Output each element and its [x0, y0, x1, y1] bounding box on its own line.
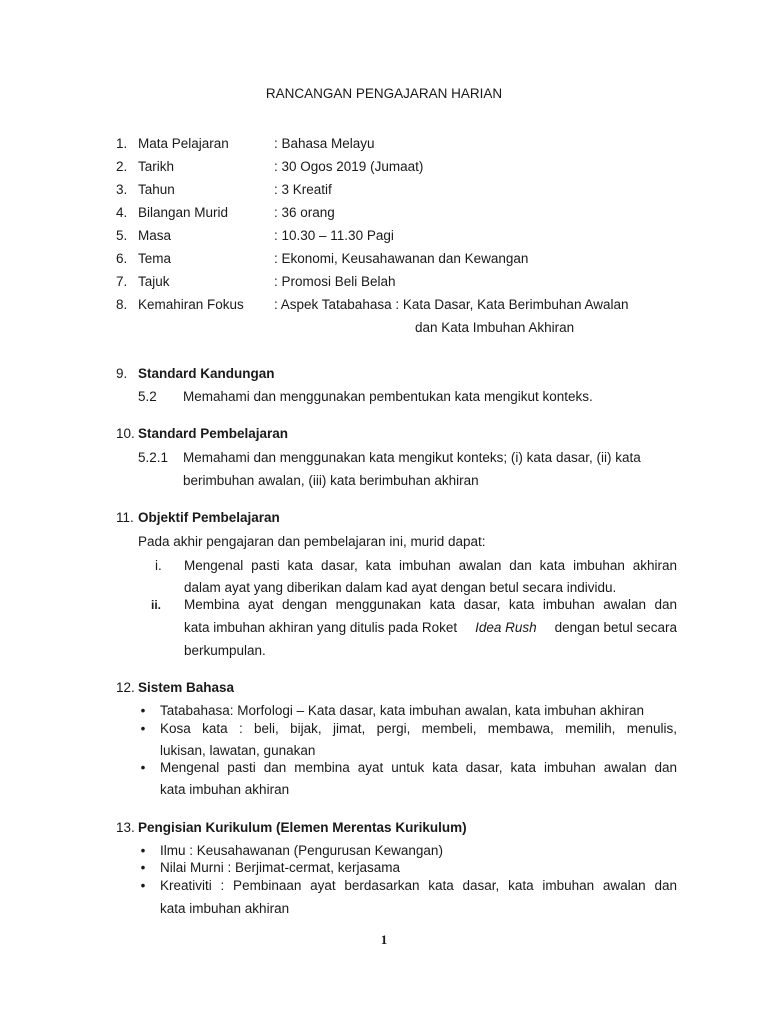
info-value: : 30 Ogos 2019 (Jumaat) — [274, 159, 424, 174]
objective-text-line — [184, 618, 677, 638]
bullet-text: Ilmu : Keusahawanan (Pengurusan Kewangan) — [160, 843, 443, 858]
bullet-icon: • — [140, 878, 146, 893]
section-number: 10. — [116, 426, 135, 441]
info-label: Tajuk — [138, 274, 170, 289]
standard-text: Memahami dan menggunakan pembentukan kata mengikut konteks. — [183, 389, 593, 404]
list-marker: i. — [155, 558, 162, 573]
section-heading: Objektif Pembelajaran — [138, 510, 280, 525]
section-heading: Sistem Bahasa — [138, 680, 235, 695]
bullet-icon: • — [140, 760, 146, 775]
section-heading: Standard Pembelajaran — [138, 426, 289, 441]
info-number: 7. — [116, 274, 128, 289]
info-number: 1. — [116, 136, 128, 151]
bullet-icon: • — [140, 721, 146, 736]
section-number: 12. — [116, 680, 135, 695]
info-label: Tema — [138, 251, 172, 266]
info-label: Masa — [138, 228, 172, 243]
info-value: : Aspek Tatabahasa : Kata Dasar, Kata Berimbuhan Awalan — [274, 297, 629, 312]
bullet-text: Tatabahasa: Morfologi – Kata dasar, kata imbuhan awalan, kata imbuhan akhiran — [160, 703, 645, 718]
bullet-text: Mengenal pasti dan membina ayat untuk kata dasar, kata imbuhan awalan dan — [160, 760, 677, 775]
bullet-text: kata imbuhan akhiran — [160, 901, 290, 916]
info-number: 3. — [116, 182, 128, 197]
info-label: Kemahiran Fokus — [138, 297, 244, 312]
info-label: Bilangan Murid — [138, 205, 229, 220]
info-number: 8. — [116, 297, 128, 312]
info-value-continuation: dan Kata Imbuhan Akhiran — [415, 320, 575, 335]
bullet-text: lukisan, lawatan, gunakan — [160, 743, 316, 758]
section-number: 11. — [116, 510, 134, 525]
bullet-text: Nilai Murni : Berjimat-cermat, kerjasama — [160, 860, 401, 875]
objective-text: dalam ayat yang diberikan dalam kad ayat dengan betul secara individu. — [184, 580, 617, 595]
info-value: : Ekonomi, Keusahawanan dan Kewangan — [274, 251, 529, 266]
standard-code: 5.2 — [138, 389, 157, 404]
info-number: 2. — [116, 159, 128, 174]
info-value: : Bahasa Melayu — [274, 136, 375, 151]
info-value: : 36 orang — [274, 205, 335, 220]
objective-text: Mengenal pasti kata dasar, kata imbuhan awalan dan kata imbuhan akhiran — [184, 558, 677, 573]
bullet-icon: • — [140, 843, 146, 858]
objective-text: Membina ayat dengan menggunakan kata dasar, kata imbuhan awalan dan — [184, 597, 677, 612]
bullet-icon: • — [140, 860, 146, 875]
objective-text: dengan betul secara — [554, 620, 677, 635]
objective-text: kata imbuhan akhiran yang ditulis pada Roket — [184, 620, 458, 635]
standard-code: 5.2.1 — [138, 450, 169, 465]
list-marker: ii. — [151, 598, 162, 612]
objective-emphasis: Idea Rush — [475, 620, 537, 635]
document-title: RANCANGAN PENGAJARAN HARIAN — [265, 86, 503, 101]
info-label: Mata Pelajaran — [138, 136, 229, 151]
objective-text: berkumpulan. — [184, 643, 266, 658]
standard-text: Memahami dan menggunakan kata mengikut konteks; (i) kata dasar, (ii) kata — [183, 450, 641, 465]
bullet-icon: • — [140, 703, 146, 718]
info-number: 4. — [116, 205, 128, 220]
info-number: 5. — [116, 228, 128, 243]
bullet-text: Kreativiti : Pembinaan ayat berdasarkan kata dasar, kata imbuhan awalan dan — [160, 878, 677, 893]
section-number: 9. — [116, 366, 128, 381]
section-heading: Pengisian Kurikulum (Elemen Merentas Kurikulum) — [138, 820, 467, 835]
section-number: 13. — [116, 820, 135, 835]
standard-text: berimbuhan awalan, (iii) kata berimbuhan akhiran — [183, 473, 479, 488]
page-number: 1 — [380, 932, 388, 947]
objective-intro: Pada akhir pengajaran dan pembelajaran ini, murid dapat: — [138, 534, 486, 549]
bullet-text: Kosa kata : beli, bijak, jimat, pergi, membeli, membawa, memilih, menulis, — [160, 721, 677, 736]
info-value: : Promosi Beli Belah — [274, 274, 396, 289]
info-label: Tahun — [138, 182, 175, 197]
info-value: : 10.30 – 11.30 Pagi — [274, 228, 394, 243]
bullet-text: kata imbuhan akhiran — [160, 782, 290, 797]
section-heading: Standard Kandungan — [138, 366, 275, 381]
info-number: 6. — [116, 251, 128, 266]
info-value: : 3 Kreatif — [274, 182, 332, 197]
info-label: Tarikh — [138, 159, 175, 174]
